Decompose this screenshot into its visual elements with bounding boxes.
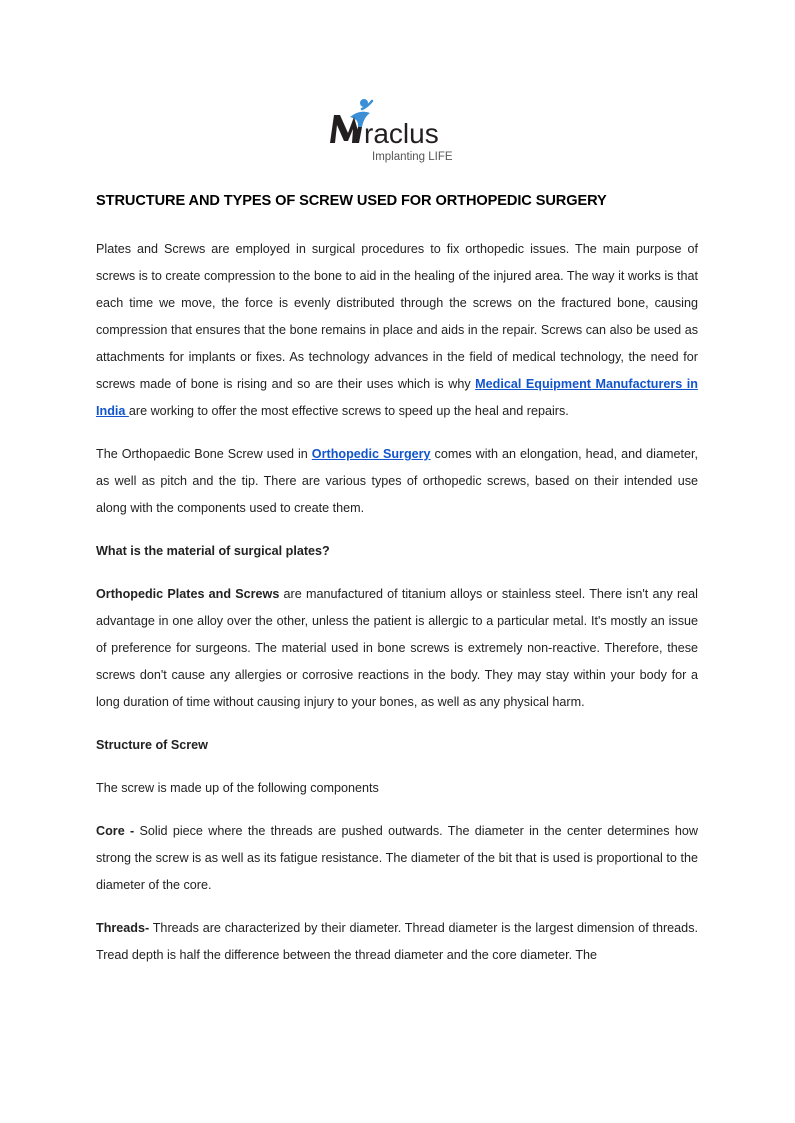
bone-screw-paragraph (96, 441, 698, 522)
plates-screws-bold: Orthopedic Plates and Screws (96, 587, 280, 601)
medical-equipment-manufacturers-link[interactable]: Medical Equipment Manufacturers in India (96, 377, 699, 418)
material-paragraph (96, 581, 698, 716)
components-intro: The screw is made up of the following components (96, 781, 379, 795)
core-text: Solid piece where the threads are pushed outwards. The diameter in the center determines how strong the screw is as well as its fatigue resistance. The diameter of the bit that is used is proportional to the diameter of the core. (96, 824, 698, 892)
page-title: STRUCTURE AND TYPES OF SCREW USED FOR ORTHOPEDIC SURGERY (96, 193, 607, 209)
miraclus-logo-graphic (328, 97, 468, 165)
logo-brand-text: raclus (364, 118, 439, 149)
bone-screw-text-end: comes with an elongation, head, and diameter, as well as pitch and the tip. There are various types of orthopedic screws, based on their intended use along with the components used to create them. (96, 447, 698, 515)
logo-tagline: Implanting LIFE (372, 151, 453, 163)
intro-text: Plates and Screws are employed in surgical procedures to fix orthopedic issues. The main purpose of screws is to create compression to the bone to aid in the healing of the injured area. The way it works is that each time we move, the force is evenly distributed through the screws on the fractured bone, causing compression that ensures that the bone remains in place and aids in the repair. Screws can also be used as attachments for implants or fixes. As technology advances in the field of medical technology, the need for screws made of bone is rising and so are their uses which is why (96, 242, 698, 391)
intro-paragraph (96, 236, 698, 425)
orthopedic-surgery-link[interactable]: Orthopedic Surgery (311, 447, 431, 461)
material-heading: What is the material of surgical plates? (96, 544, 330, 558)
material-text: are manufactured of titanium alloys or stainless steel. There isn't any real advantage in one alloy over the other, unless the patient is allergic to a particular metal. It's mostly an issue of preference for surgeons. The material used in bone screws is extremely non-reactive. Therefore, these screws don't cause any allergies or corrosive reactions in the body. They may stay within your body for a long duration of time without causing injury to your bones, as well as any physical harm. (96, 587, 698, 709)
article-body (96, 236, 698, 985)
structure-heading: Structure of Screw (96, 738, 208, 752)
intro-text-end: are working to offer the most effective screws to speed up the heal and repairs. (128, 404, 569, 418)
company-logo (328, 97, 468, 165)
threads-text: Threads are characterized by their diameter. Thread diameter is the largest dimension of threads. Tread depth is half the difference between the thread diameter and the core diameter. The (96, 921, 698, 962)
core-paragraph (96, 818, 698, 899)
threads-label: Threads- (96, 921, 150, 935)
bone-screw-text: The Orthopaedic Bone Screw used in (96, 447, 312, 461)
threads-paragraph (96, 915, 698, 969)
core-label: Core - (96, 824, 135, 838)
